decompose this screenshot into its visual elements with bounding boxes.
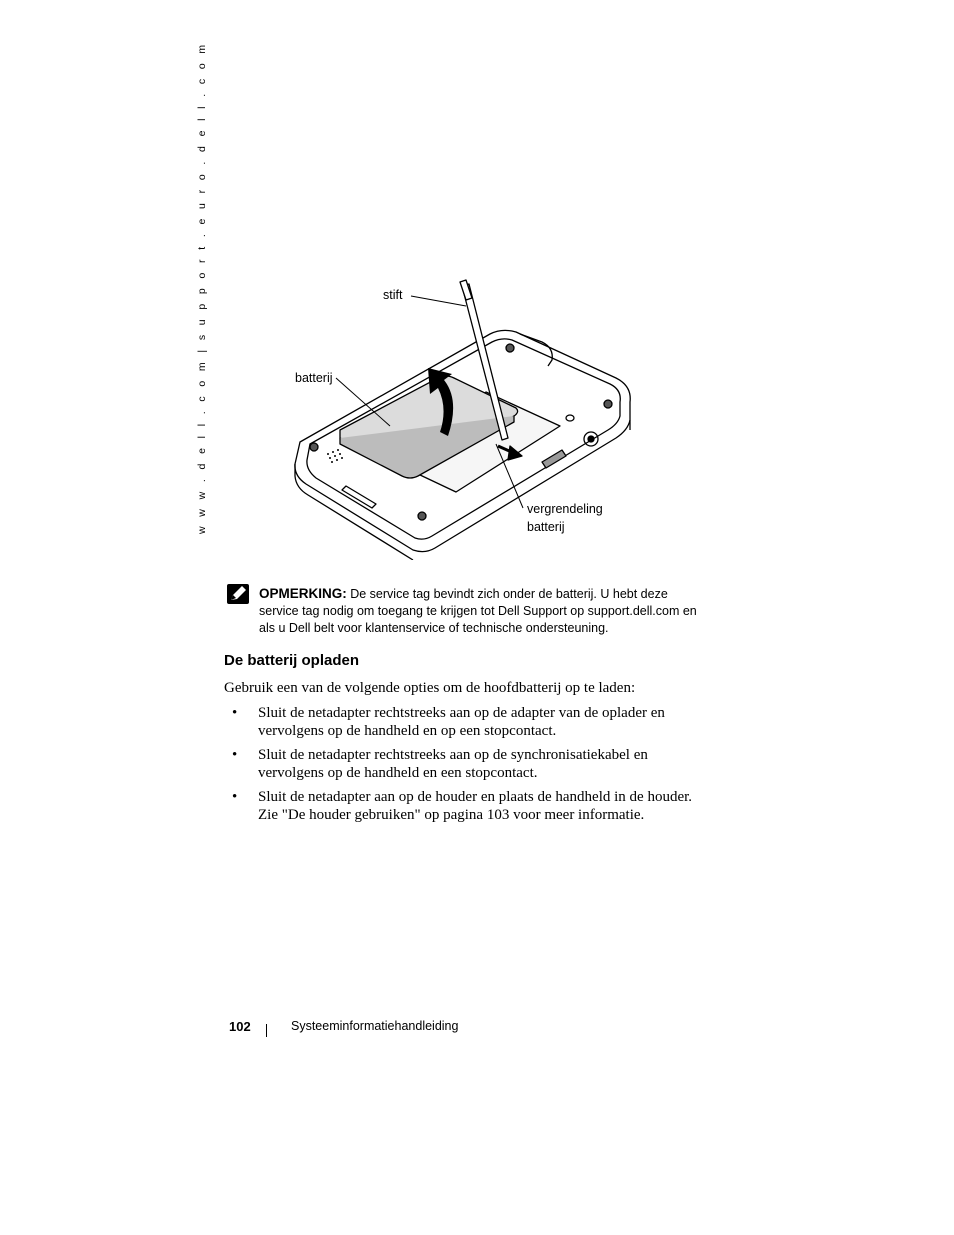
side-url: w w w . d e l l . c o m | s u p p o r t . e u r o . d e l l . c o m	[196, 41, 208, 534]
page-number: 102	[229, 1019, 251, 1034]
callout-latch-line2: batterij	[527, 520, 565, 534]
bullet-dot: •	[232, 747, 238, 763]
note-pencil-icon	[226, 583, 250, 605]
list-item	[224, 704, 704, 740]
footer-divider	[266, 1024, 267, 1037]
callout-battery: batterij	[295, 371, 333, 385]
note-block	[259, 585, 709, 637]
bullet-dot: •	[232, 705, 238, 721]
list-item-text: Sluit de netadapter rechtstreeks aan op de adapter van de oplader en vervolgens op de handheld en op een stopcontact.	[258, 705, 665, 739]
callout-latch-line1: vergrendeling	[527, 502, 603, 516]
list-item	[224, 746, 704, 782]
list-item	[224, 788, 704, 824]
footer-title: Systeeminformatiehandleiding	[291, 1019, 459, 1033]
list-item-text: Sluit de netadapter rechtstreeks aan op de synchronisatiekabel en vervolgens op de handheld en een stopcontact.	[258, 747, 648, 781]
callout-stylus: stift	[383, 288, 403, 302]
list-item-text: Sluit de netadapter aan op de houder en plaats de handheld in de houder. Zie "De houder gebruiken" op pagina 103 voor meer informatie.	[258, 789, 693, 823]
note-text: De service tag bevindt zich onder de batterij. U hebt deze service tag nodig om toegang te krijgen tot Dell Support op support.dell.com en als u Dell belt voor klantenservice of technische ondersteuning.	[259, 587, 697, 635]
section-heading: De batterij opladen	[224, 652, 360, 669]
bullet-dot: •	[232, 789, 238, 805]
battery-removal-illustration	[280, 270, 660, 560]
handheld-device-drawing	[280, 270, 660, 560]
note-lead: OPMERKING:	[259, 586, 347, 601]
section-intro: Gebruik een van de volgende opties om de hoofdbatterij op te laden:	[224, 680, 636, 696]
charging-options-list	[224, 704, 704, 830]
